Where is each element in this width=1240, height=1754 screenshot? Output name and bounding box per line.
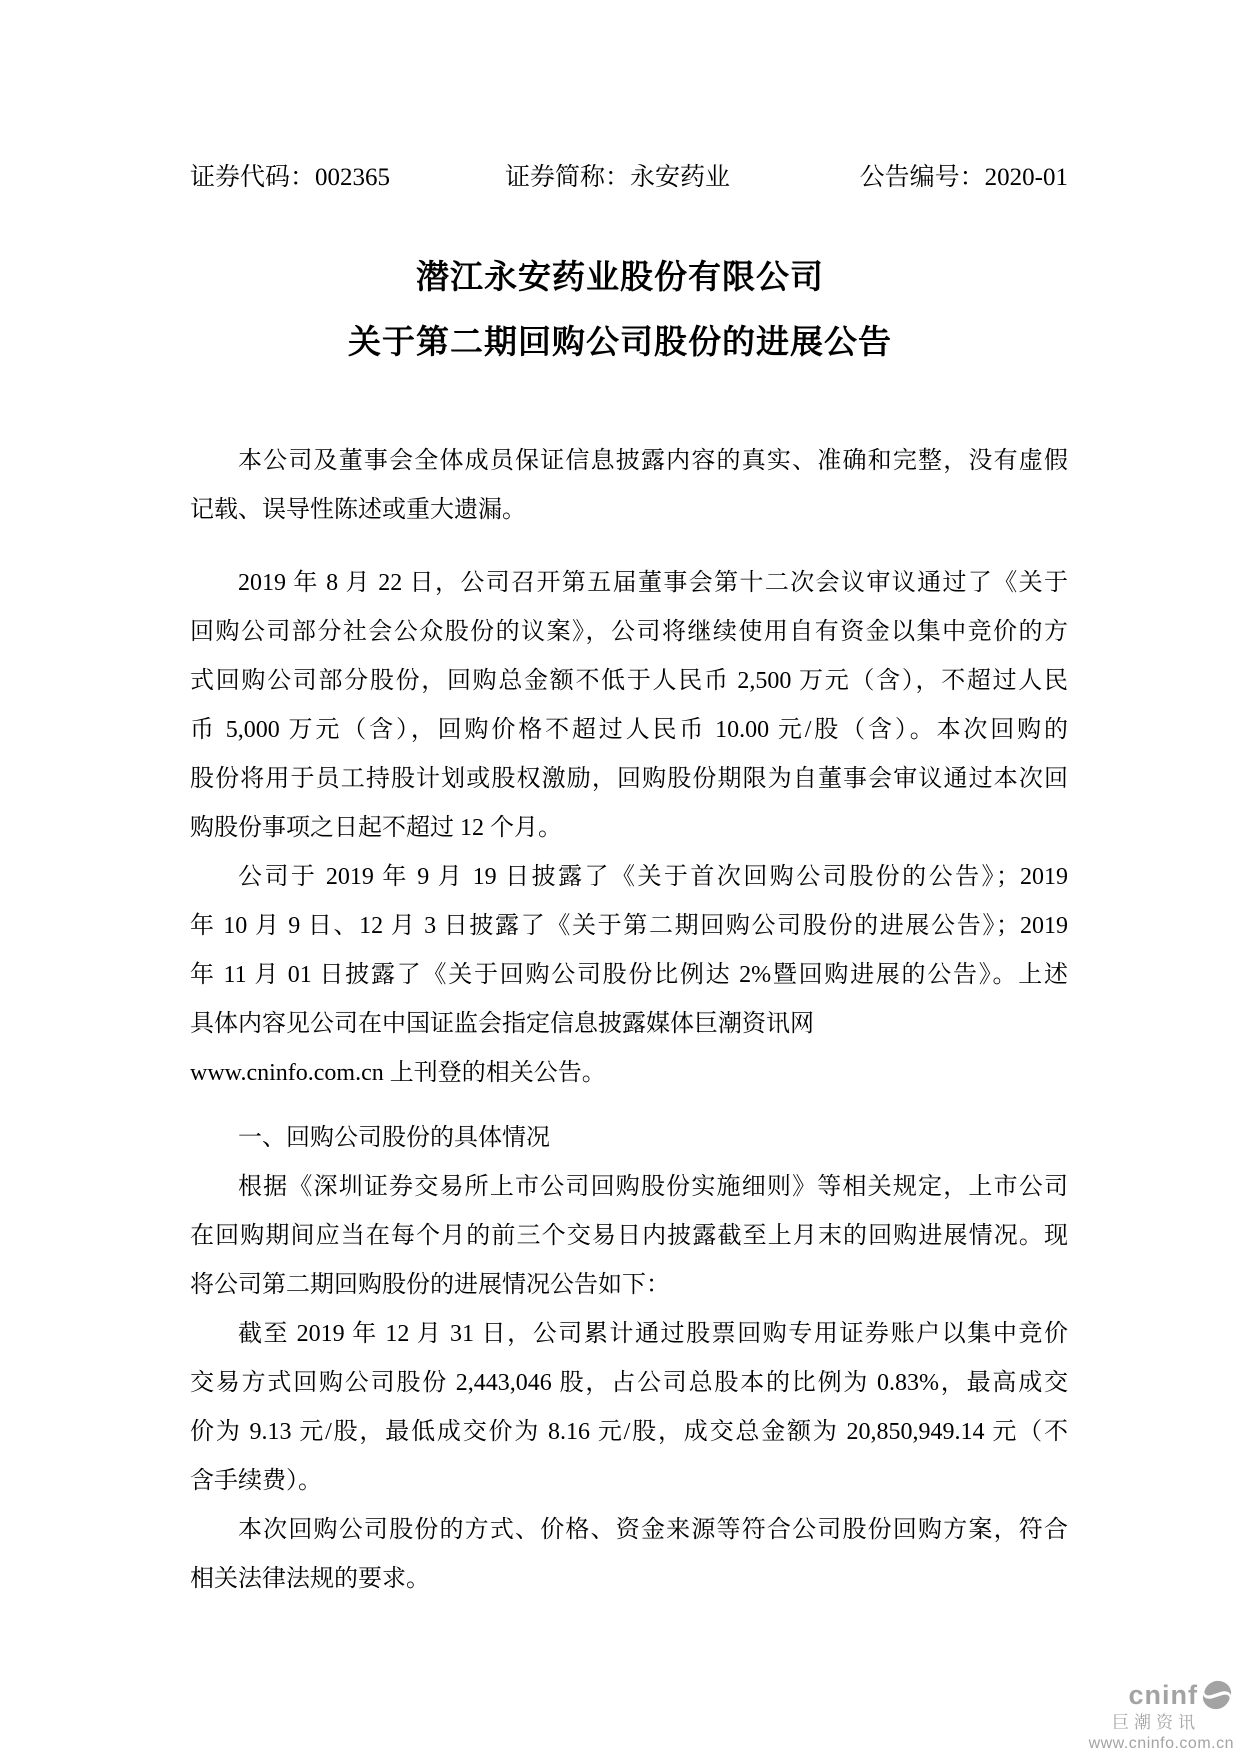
text-line: 交易方式回购公司股份 2,443,046 股，占公司总股本的比例为 0.83%，最高成交	[190, 1370, 1068, 1396]
text-line: 记载、误导性陈述或重大遗漏。	[190, 497, 526, 523]
text-line: 公司于 2019 年 9 月 19 日披露了《关于首次回购公司股份的公告》；2019	[238, 864, 1068, 890]
text-line: 含手续费）。	[190, 1468, 322, 1494]
stock-name-label: 证券简称：永安药业	[505, 164, 731, 191]
text-line: 币 5,000 万元（含），回购价格不超过人民币 10.00 元/股（含）。本次回购的	[190, 717, 1068, 743]
text-line: 价为 9.13 元/股，最低成交价为 8.16 元/股，成交总金额为 20,850,949.14 元（不	[190, 1419, 1068, 1445]
text-line: 年 10 月 9 日、12 月 3 日披露了《关于第二期回购公司股份的进展公告》；2019	[190, 913, 1068, 939]
text-line: 股份将用于员工持股计划或股权激励，回购股份期限为自董事会审议通过本次回	[190, 766, 1068, 792]
text-line: 式回购公司部分股份，回购总金额不低于人民币 2,500 万元（含），不超过人民	[190, 668, 1068, 694]
paragraph	[190, 1163, 1068, 1310]
section-heading	[190, 1114, 1068, 1163]
text-line: 2019 年 8 月 22 日，公司召开第五届董事会第十二次会议审议通过了《关于	[238, 570, 1068, 596]
cninfo-swirl-icon	[1202, 1680, 1232, 1710]
announcement-number-label: 公告编号：2020-01	[859, 164, 1068, 191]
stock-code-label: 证券代码：002365	[190, 164, 391, 191]
cninfo-logo-row	[994, 1680, 1234, 1710]
text-line: 在回购期间应当在每个月的前三个交易日内披露截至上月末的回购进展情况。现	[190, 1223, 1068, 1249]
cninfo-watermark	[994, 1680, 1234, 1752]
text-line: 根据《深圳证券交易所上市公司回购股份实施细则》等相关规定，上市公司	[238, 1174, 1068, 1200]
text-line: 相关法律法规的要求。	[190, 1566, 430, 1592]
company-name-title: 潜江永安药业股份有限公司	[416, 258, 824, 295]
document-header	[190, 160, 1068, 196]
cninfo-brand-text: cninf	[1128, 1679, 1198, 1710]
paragraph	[190, 1310, 1068, 1506]
text-line: www.cninfo.com.cn 上刊登的相关公告。	[190, 1060, 606, 1086]
text-line: 本公司及董事会全体成员保证信息披露内容的真实、准确和完整，没有虚假	[238, 448, 1068, 474]
text-line: 回购公司部分社会公众股份的议案》，公司将继续使用自有资金以集中竞价的方	[190, 619, 1068, 645]
cninfo-chinese-name: 巨潮资讯	[1112, 1713, 1200, 1732]
cninfo-site-url: www.cninfo.com.cn	[1088, 1735, 1234, 1752]
text-line: 将公司第二期回购股份的进展情况公告如下：	[190, 1272, 670, 1298]
paragraph	[190, 853, 1068, 1098]
text-line: 本次回购公司股份的方式、价格、资金来源等符合公司股份回购方案，符合	[238, 1517, 1068, 1543]
text-line: 截至 2019 年 12 月 31 日，公司累计通过股票回购专用证券账户以集中竞价	[238, 1321, 1068, 1347]
text-line: 一、回购公司股份的具体情况	[238, 1125, 550, 1151]
text-line: 具体内容见公司在中国证监会指定信息披露媒体巨潮资讯网	[190, 1011, 814, 1037]
paragraph	[190, 559, 1068, 853]
document-title	[0, 258, 1240, 361]
paragraph	[190, 1506, 1068, 1604]
notice-paragraph	[190, 437, 1068, 535]
text-line: 年 11 月 01 日披露了《关于回购公司股份比例达 2%暨回购进展的公告》。上述	[190, 962, 1068, 988]
document-body	[190, 437, 1068, 1604]
text-line: 购股份事项之日起不超过 12 个月。	[190, 815, 562, 841]
announcement-subject-title: 关于第二期回购公司股份的进展公告	[348, 323, 892, 360]
